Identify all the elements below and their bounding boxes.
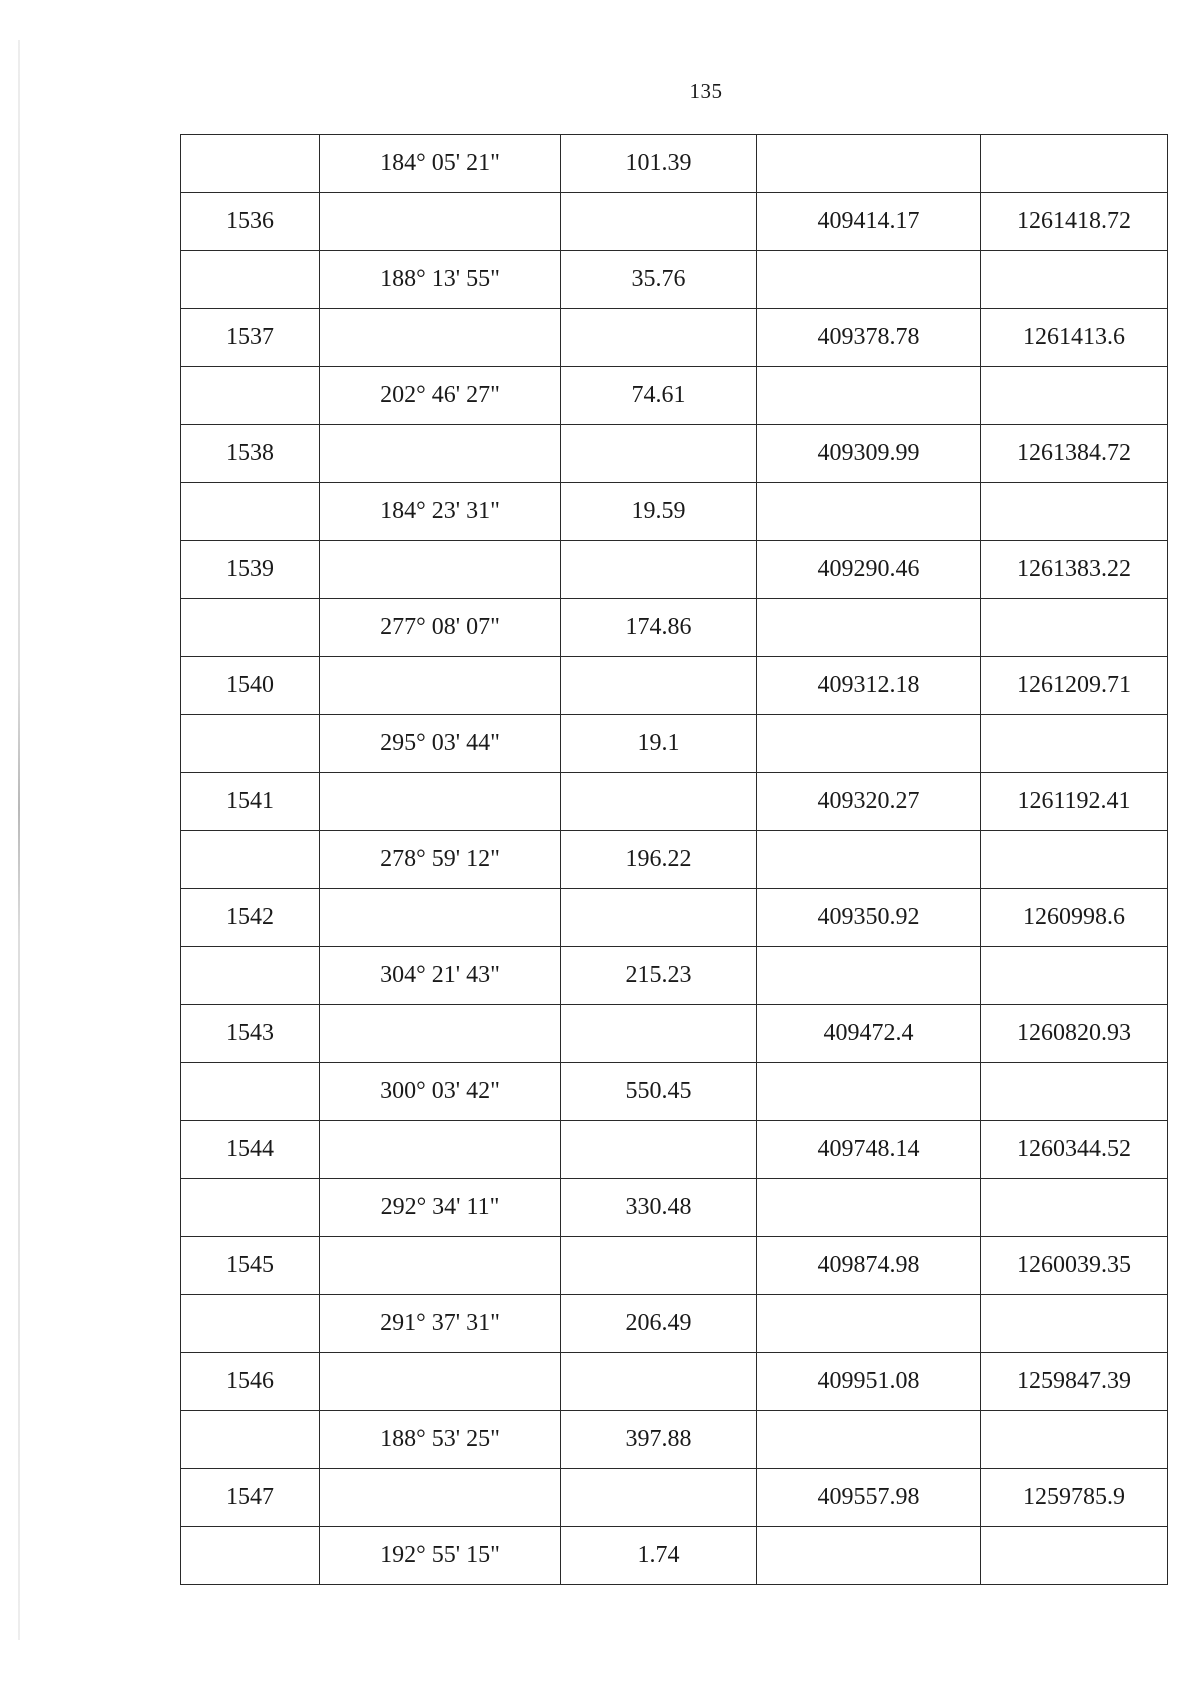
bearing-cell [320, 1121, 561, 1179]
bearing-cell [320, 1005, 561, 1063]
station-cell [181, 715, 320, 773]
easting-cell [981, 947, 1168, 1005]
distance-cell: 1.74 [561, 1527, 757, 1585]
easting-cell [981, 483, 1168, 541]
distance-cell: 206.49 [561, 1295, 757, 1353]
table-row [181, 599, 1168, 657]
station-cell [181, 251, 320, 309]
table-row [181, 657, 1168, 715]
table-row [181, 1295, 1168, 1353]
distance-cell [561, 1005, 757, 1063]
easting-cell [981, 135, 1168, 193]
station-cell [181, 367, 320, 425]
distance-cell: 101.39 [561, 135, 757, 193]
survey-table-body [181, 135, 1168, 1585]
distance-cell [561, 889, 757, 947]
distance-cell [561, 773, 757, 831]
table-row [181, 1005, 1168, 1063]
station-cell: 1537 [181, 309, 320, 367]
distance-cell [561, 1353, 757, 1411]
easting-cell: 1261413.6 [981, 309, 1168, 367]
scan-edge-shadow [18, 40, 20, 1640]
bearing-cell [320, 309, 561, 367]
bearing-cell [320, 541, 561, 599]
easting-cell [981, 1063, 1168, 1121]
table-row [181, 1527, 1168, 1585]
bearing-cell [320, 889, 561, 947]
northing-cell [757, 135, 981, 193]
bearing-cell: 300° 03' 42" [320, 1063, 561, 1121]
bearing-cell: 184° 23' 31" [320, 483, 561, 541]
station-cell: 1540 [181, 657, 320, 715]
distance-cell [561, 541, 757, 599]
northing-cell: 409414.17 [757, 193, 981, 251]
table-row [181, 1063, 1168, 1121]
distance-cell: 196.22 [561, 831, 757, 889]
table-row [181, 251, 1168, 309]
northing-cell [757, 483, 981, 541]
northing-cell [757, 715, 981, 773]
bearing-cell [320, 1353, 561, 1411]
northing-cell: 409748.14 [757, 1121, 981, 1179]
distance-cell [561, 309, 757, 367]
distance-cell [561, 657, 757, 715]
table-row [181, 309, 1168, 367]
station-cell [181, 483, 320, 541]
easting-cell: 1261383.22 [981, 541, 1168, 599]
distance-cell [561, 1469, 757, 1527]
distance-cell: 174.86 [561, 599, 757, 657]
distance-cell [561, 193, 757, 251]
distance-cell: 330.48 [561, 1179, 757, 1237]
bearing-cell [320, 425, 561, 483]
easting-cell [981, 367, 1168, 425]
station-cell [181, 1179, 320, 1237]
northing-cell: 409309.99 [757, 425, 981, 483]
distance-cell: 215.23 [561, 947, 757, 1005]
station-cell [181, 1527, 320, 1585]
station-cell [181, 599, 320, 657]
bearing-cell [320, 1237, 561, 1295]
table-row [181, 715, 1168, 773]
easting-cell [981, 1295, 1168, 1353]
table-row [181, 1353, 1168, 1411]
distance-cell [561, 1121, 757, 1179]
distance-cell [561, 1237, 757, 1295]
northing-cell [757, 1295, 981, 1353]
bearing-cell: 192° 55' 15" [320, 1527, 561, 1585]
table-row [181, 889, 1168, 947]
bearing-cell: 304° 21' 43" [320, 947, 561, 1005]
table-row [181, 541, 1168, 599]
table-row [181, 483, 1168, 541]
bearing-cell: 291° 37' 31" [320, 1295, 561, 1353]
station-cell [181, 1411, 320, 1469]
easting-cell [981, 1411, 1168, 1469]
easting-cell: 1260039.35 [981, 1237, 1168, 1295]
easting-cell: 1261209.71 [981, 657, 1168, 715]
distance-cell [561, 425, 757, 483]
bearing-cell: 188° 53' 25" [320, 1411, 561, 1469]
easting-cell [981, 599, 1168, 657]
station-cell: 1547 [181, 1469, 320, 1527]
easting-cell: 1260998.6 [981, 889, 1168, 947]
station-cell: 1542 [181, 889, 320, 947]
easting-cell: 1261418.72 [981, 193, 1168, 251]
northing-cell [757, 947, 981, 1005]
bearing-cell: 292° 34' 11" [320, 1179, 561, 1237]
bearing-cell [320, 1469, 561, 1527]
distance-cell: 19.1 [561, 715, 757, 773]
distance-cell: 74.61 [561, 367, 757, 425]
table-row [181, 193, 1168, 251]
station-cell: 1546 [181, 1353, 320, 1411]
northing-cell [757, 1411, 981, 1469]
northing-cell [757, 251, 981, 309]
station-cell: 1536 [181, 193, 320, 251]
table-row [181, 831, 1168, 889]
easting-cell: 1261384.72 [981, 425, 1168, 483]
easting-cell: 1259785.9 [981, 1469, 1168, 1527]
bearing-cell [320, 657, 561, 715]
bearing-cell [320, 773, 561, 831]
easting-cell [981, 715, 1168, 773]
distance-cell: 35.76 [561, 251, 757, 309]
northing-cell: 409320.27 [757, 773, 981, 831]
northing-cell [757, 1527, 981, 1585]
easting-cell [981, 251, 1168, 309]
bearing-cell: 278° 59' 12" [320, 831, 561, 889]
northing-cell: 409951.08 [757, 1353, 981, 1411]
station-cell [181, 947, 320, 1005]
bearing-cell: 295° 03' 44" [320, 715, 561, 773]
station-cell: 1543 [181, 1005, 320, 1063]
northing-cell: 409312.18 [757, 657, 981, 715]
easting-cell [981, 1527, 1168, 1585]
northing-cell: 409350.92 [757, 889, 981, 947]
page-number: 135 [689, 79, 723, 103]
station-cell [181, 1295, 320, 1353]
station-cell [181, 135, 320, 193]
table-row [181, 773, 1168, 831]
bearing-cell [320, 193, 561, 251]
easting-cell: 1261192.41 [981, 773, 1168, 831]
station-cell: 1538 [181, 425, 320, 483]
station-cell [181, 831, 320, 889]
table-row [181, 1469, 1168, 1527]
northing-cell [757, 831, 981, 889]
station-cell: 1544 [181, 1121, 320, 1179]
table-row [181, 367, 1168, 425]
easting-cell [981, 831, 1168, 889]
station-cell: 1541 [181, 773, 320, 831]
table-row [181, 135, 1168, 193]
bearing-cell: 277° 08' 07" [320, 599, 561, 657]
table-row [181, 1179, 1168, 1237]
distance-cell: 19.59 [561, 483, 757, 541]
table-row [181, 425, 1168, 483]
northing-cell: 409378.78 [757, 309, 981, 367]
northing-cell: 409557.98 [757, 1469, 981, 1527]
station-cell: 1545 [181, 1237, 320, 1295]
distance-cell: 550.45 [561, 1063, 757, 1121]
easting-cell [981, 1179, 1168, 1237]
table-row [181, 1411, 1168, 1469]
station-cell [181, 1063, 320, 1121]
easting-cell: 1260344.52 [981, 1121, 1168, 1179]
northing-cell [757, 1179, 981, 1237]
table-row [181, 947, 1168, 1005]
bearing-cell: 202° 46' 27" [320, 367, 561, 425]
northing-cell: 409874.98 [757, 1237, 981, 1295]
bearing-cell: 188° 13' 55" [320, 251, 561, 309]
northing-cell: 409472.4 [757, 1005, 981, 1063]
easting-cell: 1259847.39 [981, 1353, 1168, 1411]
survey-coordinates-table [180, 134, 1168, 1585]
easting-cell: 1260820.93 [981, 1005, 1168, 1063]
northing-cell: 409290.46 [757, 541, 981, 599]
distance-cell: 397.88 [561, 1411, 757, 1469]
northing-cell [757, 367, 981, 425]
bearing-cell: 184° 05' 21" [320, 135, 561, 193]
northing-cell [757, 1063, 981, 1121]
table-row [181, 1121, 1168, 1179]
northing-cell [757, 599, 981, 657]
station-cell: 1539 [181, 541, 320, 599]
table-row [181, 1237, 1168, 1295]
